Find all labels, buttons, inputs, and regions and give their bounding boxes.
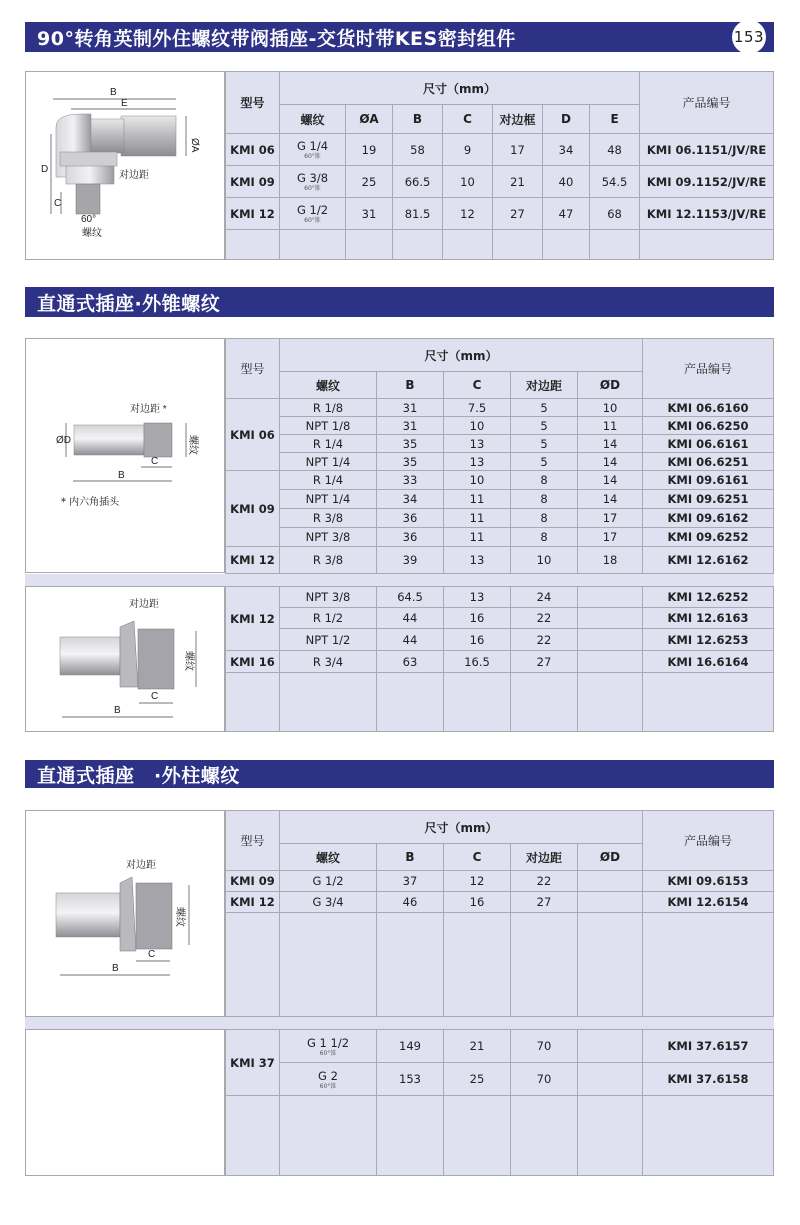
cell-thread: NPT 1/4 bbox=[280, 453, 377, 471]
cell-c: 13 bbox=[444, 547, 511, 574]
cell-a: 25 bbox=[346, 166, 393, 198]
header-c: C bbox=[444, 372, 511, 399]
cell-d: 17 bbox=[578, 528, 643, 547]
cell-b: 153 bbox=[377, 1063, 444, 1096]
cell-part-no: KMI 06.1151/JV/RE bbox=[640, 134, 774, 166]
header-dimensions: 尺寸（mm） bbox=[280, 72, 640, 105]
section-1-title: 90°转角英制外住螺纹带阀插座-交货时带KES密封组件 bbox=[37, 27, 516, 50]
header-b: B bbox=[393, 105, 443, 134]
cell-b: 34 bbox=[377, 490, 444, 509]
cell-c: 16 bbox=[444, 629, 511, 651]
cell-thread: NPT 1/2 bbox=[280, 629, 377, 651]
page-number-badge: 153 bbox=[732, 20, 766, 54]
section-3-divider-strip bbox=[25, 1017, 774, 1029]
cell-d bbox=[578, 629, 643, 651]
cell-thread: R 1/4 bbox=[280, 471, 377, 490]
cell-part-no: KMI 12.6252 bbox=[643, 587, 774, 608]
cell-hex: 21 bbox=[493, 166, 543, 198]
cell-part-no: KMI 12.6253 bbox=[643, 629, 774, 651]
table-row bbox=[226, 134, 774, 166]
svg-text:对边距: 对边距 bbox=[119, 170, 149, 181]
section-3-title: 直通式插座 ·外柱螺纹 bbox=[37, 764, 240, 787]
cell-part-no: KMI 09.1152/JV/RE bbox=[640, 166, 774, 198]
table-row bbox=[226, 528, 774, 547]
table-row bbox=[226, 490, 774, 509]
cell-model: KMI 12 bbox=[226, 198, 280, 230]
cell-thread: NPT 1/8 bbox=[280, 417, 377, 435]
cell-hex: 5 bbox=[511, 399, 578, 417]
cell-e: 68 bbox=[590, 198, 640, 230]
straight-socket-large-diagram bbox=[25, 586, 225, 732]
section-2-divider-strip bbox=[25, 574, 774, 586]
large-socket-drawing bbox=[26, 587, 224, 731]
table-row bbox=[226, 166, 774, 198]
cell-part-no: KMI 06.6251 bbox=[643, 453, 774, 471]
cell-c: 10 bbox=[444, 471, 511, 490]
svg-text:B: B bbox=[114, 705, 121, 716]
cell-thread: R 3/8 bbox=[280, 509, 377, 528]
cell-d: 47 bbox=[543, 198, 590, 230]
cell-d bbox=[578, 651, 643, 673]
cell-thread: G 1/2 bbox=[280, 871, 377, 892]
cell-b: 35 bbox=[377, 453, 444, 471]
header-dimensions: 尺寸（mm） bbox=[280, 811, 643, 844]
cell-model: KMI 09 bbox=[226, 166, 280, 198]
cell-d bbox=[578, 1030, 643, 1063]
cell-model: KMI 16 bbox=[226, 651, 280, 673]
cell-part-no: KMI 37.6158 bbox=[643, 1063, 774, 1096]
cell-model: KMI 06 bbox=[226, 399, 280, 471]
cell-d: 34 bbox=[543, 134, 590, 166]
header-c: C bbox=[443, 105, 493, 134]
cell-model: KMI 09 bbox=[226, 871, 280, 892]
table-row bbox=[226, 471, 774, 490]
cell-c: 13 bbox=[444, 453, 511, 471]
cell-b: 36 bbox=[377, 528, 444, 547]
header-d: ØD bbox=[578, 372, 643, 399]
cell-part-no: KMI 06.6250 bbox=[643, 417, 774, 435]
cell-part-no: KMI 12.6163 bbox=[643, 608, 774, 629]
cell-b: 63 bbox=[377, 651, 444, 673]
cell-hex: 5 bbox=[511, 435, 578, 453]
cell-thread: G 3/4 bbox=[280, 892, 377, 913]
cell-hex: 5 bbox=[511, 453, 578, 471]
cell-c: 25 bbox=[444, 1063, 511, 1096]
cell-c: 9 bbox=[443, 134, 493, 166]
cell-thread: NPT 3/8 bbox=[280, 587, 377, 608]
svg-text:* 内六角插头: * 内六角插头 bbox=[61, 497, 120, 508]
section-2-spec-table-2 bbox=[225, 586, 774, 732]
cell-part-no: KMI 06.6160 bbox=[643, 399, 774, 417]
cell-d: 14 bbox=[578, 453, 643, 471]
cell-model: KMI 37 bbox=[226, 1030, 280, 1096]
header-b: B bbox=[377, 372, 444, 399]
cell-part-no: KMI 37.6157 bbox=[643, 1030, 774, 1063]
table-row bbox=[226, 608, 774, 629]
cell-b: 33 bbox=[377, 471, 444, 490]
header-a: ØA bbox=[346, 105, 393, 134]
header-e: E bbox=[590, 105, 640, 134]
table-row bbox=[226, 871, 774, 892]
table-row-empty bbox=[226, 1096, 774, 1176]
svg-text:C: C bbox=[54, 198, 62, 209]
cell-b: 37 bbox=[377, 871, 444, 892]
svg-text:ØA: ØA bbox=[189, 138, 200, 153]
straight-socket-drawing bbox=[26, 339, 224, 572]
cell-e: 48 bbox=[590, 134, 640, 166]
table-row bbox=[226, 547, 774, 574]
cell-model: KMI 06 bbox=[226, 134, 280, 166]
cell-thread: R 3/4 bbox=[280, 651, 377, 673]
svg-text:E: E bbox=[121, 98, 128, 109]
header-thread: 螺纹 bbox=[280, 844, 377, 871]
cell-d bbox=[578, 871, 643, 892]
cell-c: 12 bbox=[444, 871, 511, 892]
cell-part-no: KMI 12.1153/JV/RE bbox=[640, 198, 774, 230]
cell-b: 66.5 bbox=[393, 166, 443, 198]
cell-b: 81.5 bbox=[393, 198, 443, 230]
cell-part-no: KMI 06.6161 bbox=[643, 435, 774, 453]
cell-hex: 10 bbox=[511, 547, 578, 574]
svg-text:螺纹: 螺纹 bbox=[174, 907, 185, 927]
header-thread: 螺纹 bbox=[280, 105, 346, 134]
cell-hex: 8 bbox=[511, 471, 578, 490]
cell-thread: G 1/4 60°锥 bbox=[280, 134, 346, 166]
cell-thread: NPT 3/8 bbox=[280, 528, 377, 547]
cell-hex: 70 bbox=[511, 1063, 578, 1096]
cell-hex: 27 bbox=[493, 198, 543, 230]
header-dimensions: 尺寸（mm） bbox=[280, 339, 643, 372]
cell-d: 18 bbox=[578, 547, 643, 574]
svg-text:对边距: 对边距 bbox=[126, 860, 156, 871]
cell-part-no: KMI 09.6252 bbox=[643, 528, 774, 547]
cell-hex: 27 bbox=[511, 892, 578, 913]
cell-b: 46 bbox=[377, 892, 444, 913]
cell-hex: 22 bbox=[511, 608, 578, 629]
table-row-empty bbox=[226, 673, 774, 732]
cell-hex: 8 bbox=[511, 528, 578, 547]
svg-text:C: C bbox=[151, 456, 159, 467]
cell-part-no: KMI 09.6251 bbox=[643, 490, 774, 509]
table-row bbox=[226, 629, 774, 651]
svg-text:对边距: 对边距 bbox=[129, 599, 159, 610]
cell-d: 14 bbox=[578, 490, 643, 509]
section-2-spec-table bbox=[225, 338, 774, 574]
section-2-title: 直通式插座·外锥螺纹 bbox=[37, 292, 221, 315]
cell-d bbox=[578, 608, 643, 629]
elbow-fitting-drawing bbox=[26, 72, 224, 259]
header-model: 型号 bbox=[226, 811, 280, 871]
cell-part-no: KMI 09.6161 bbox=[643, 471, 774, 490]
table-row bbox=[226, 651, 774, 673]
header-part-no: 产品编号 bbox=[643, 811, 774, 871]
straight-socket-parallel-diagram bbox=[25, 810, 225, 1017]
cell-c: 11 bbox=[444, 528, 511, 547]
svg-text:D: D bbox=[41, 164, 49, 175]
cell-model: KMI 12 bbox=[226, 892, 280, 913]
header-d: D bbox=[543, 105, 590, 134]
header-d: ØD bbox=[578, 844, 643, 871]
cell-part-no: KMI 09.6162 bbox=[643, 509, 774, 528]
cell-thread: G 2 60°锥 bbox=[280, 1063, 377, 1096]
cell-b: 58 bbox=[393, 134, 443, 166]
cell-thread: G 3/8 60°锥 bbox=[280, 166, 346, 198]
cell-c: 11 bbox=[444, 490, 511, 509]
cell-part-no: KMI 12.6154 bbox=[643, 892, 774, 913]
cell-thread: R 3/8 bbox=[280, 547, 377, 574]
cell-b: 44 bbox=[377, 608, 444, 629]
cell-c: 16 bbox=[444, 608, 511, 629]
cell-c: 13 bbox=[444, 435, 511, 453]
table-row bbox=[226, 198, 774, 230]
svg-text:B: B bbox=[118, 470, 125, 481]
cell-a: 19 bbox=[346, 134, 393, 166]
parallel-socket-drawing bbox=[26, 811, 224, 1016]
cell-hex: 5 bbox=[511, 417, 578, 435]
cell-thread: R 1/8 bbox=[280, 399, 377, 417]
header-hex: 对边距 bbox=[511, 844, 578, 871]
header-hex: 对边框 bbox=[493, 105, 543, 134]
cell-model: KMI 12 bbox=[226, 587, 280, 651]
cell-d bbox=[578, 587, 643, 608]
cell-d: 10 bbox=[578, 399, 643, 417]
svg-text:B: B bbox=[112, 963, 119, 974]
cell-c: 12 bbox=[443, 198, 493, 230]
table-row bbox=[226, 509, 774, 528]
table-row bbox=[226, 587, 774, 608]
cell-hex: 8 bbox=[511, 509, 578, 528]
cell-hex: 24 bbox=[511, 587, 578, 608]
cell-c: 16 bbox=[444, 892, 511, 913]
svg-text:螺纹: 螺纹 bbox=[187, 435, 198, 455]
header-hex: 对边距 bbox=[511, 372, 578, 399]
cell-thread: R 1/2 bbox=[280, 608, 377, 629]
header-part-no: 产品编号 bbox=[643, 339, 774, 399]
cell-hex: 27 bbox=[511, 651, 578, 673]
cell-b: 39 bbox=[377, 547, 444, 574]
table-row bbox=[226, 892, 774, 913]
cell-thread: NPT 1/4 bbox=[280, 490, 377, 509]
cell-thread: G 1/2 60°锥 bbox=[280, 198, 346, 230]
cell-hex: 70 bbox=[511, 1030, 578, 1063]
cell-a: 31 bbox=[346, 198, 393, 230]
kmi37-image-panel bbox=[25, 1029, 225, 1176]
cell-b: 31 bbox=[377, 417, 444, 435]
cell-c: 7.5 bbox=[444, 399, 511, 417]
section-1-spec-table bbox=[225, 71, 774, 260]
cell-b: 31 bbox=[377, 399, 444, 417]
table-row bbox=[226, 1063, 774, 1096]
cell-c: 10 bbox=[443, 166, 493, 198]
elbow-socket-diagram bbox=[25, 71, 225, 260]
cell-d: 11 bbox=[578, 417, 643, 435]
svg-text:60°: 60° bbox=[81, 214, 97, 225]
section-3-title-bar bbox=[25, 760, 774, 788]
cell-d: 17 bbox=[578, 509, 643, 528]
cell-hex: 22 bbox=[511, 629, 578, 651]
header-model: 型号 bbox=[226, 72, 280, 134]
svg-text:ØD: ØD bbox=[56, 435, 71, 446]
table-row-empty bbox=[226, 913, 774, 1017]
section-3-spec-table bbox=[225, 810, 774, 1017]
cell-part-no: KMI 09.6153 bbox=[643, 871, 774, 892]
svg-text:C: C bbox=[151, 691, 159, 702]
cell-b: 149 bbox=[377, 1030, 444, 1063]
cell-part-no: KMI 16.6164 bbox=[643, 651, 774, 673]
table-row-empty bbox=[226, 230, 774, 260]
table-row bbox=[226, 1030, 774, 1063]
cell-b: 35 bbox=[377, 435, 444, 453]
straight-socket-taper-diagram bbox=[25, 338, 225, 573]
section-3-spec-table-2 bbox=[225, 1029, 774, 1176]
cell-model: KMI 09 bbox=[226, 471, 280, 547]
svg-text:C: C bbox=[148, 949, 156, 960]
cell-b: 36 bbox=[377, 509, 444, 528]
svg-text:对边距 *: 对边距 * bbox=[130, 404, 167, 415]
cell-thread: R 1/4 bbox=[280, 435, 377, 453]
cell-thread: G 1 1/2 60°锥 bbox=[280, 1030, 377, 1063]
cell-hex: 17 bbox=[493, 134, 543, 166]
table-row bbox=[226, 453, 774, 471]
cell-d: 40 bbox=[543, 166, 590, 198]
cell-d bbox=[578, 1063, 643, 1096]
cell-hex: 8 bbox=[511, 490, 578, 509]
header-c: C bbox=[444, 844, 511, 871]
cell-c: 11 bbox=[444, 509, 511, 528]
header-thread: 螺纹 bbox=[280, 372, 377, 399]
svg-text:螺纹: 螺纹 bbox=[82, 228, 102, 239]
cell-c: 21 bbox=[444, 1030, 511, 1063]
section-1-title-bar bbox=[25, 22, 774, 52]
cell-hex: 22 bbox=[511, 871, 578, 892]
cell-d bbox=[578, 892, 643, 913]
header-part-no: 产品编号 bbox=[640, 72, 774, 134]
cell-c: 16.5 bbox=[444, 651, 511, 673]
cell-c: 13 bbox=[444, 587, 511, 608]
cell-model: KMI 12 bbox=[226, 547, 280, 574]
svg-text:B: B bbox=[110, 87, 117, 98]
table-row bbox=[226, 417, 774, 435]
cell-d: 14 bbox=[578, 435, 643, 453]
cell-part-no: KMI 12.6162 bbox=[643, 547, 774, 574]
svg-text:螺纹: 螺纹 bbox=[183, 651, 194, 671]
header-model: 型号 bbox=[226, 339, 280, 399]
table-row bbox=[226, 399, 774, 417]
cell-e: 54.5 bbox=[590, 166, 640, 198]
header-b: B bbox=[377, 844, 444, 871]
cell-b: 44 bbox=[377, 629, 444, 651]
cell-b: 64.5 bbox=[377, 587, 444, 608]
section-2-title-bar bbox=[25, 287, 774, 317]
table-row bbox=[226, 435, 774, 453]
cell-d: 14 bbox=[578, 471, 643, 490]
cell-c: 10 bbox=[444, 417, 511, 435]
